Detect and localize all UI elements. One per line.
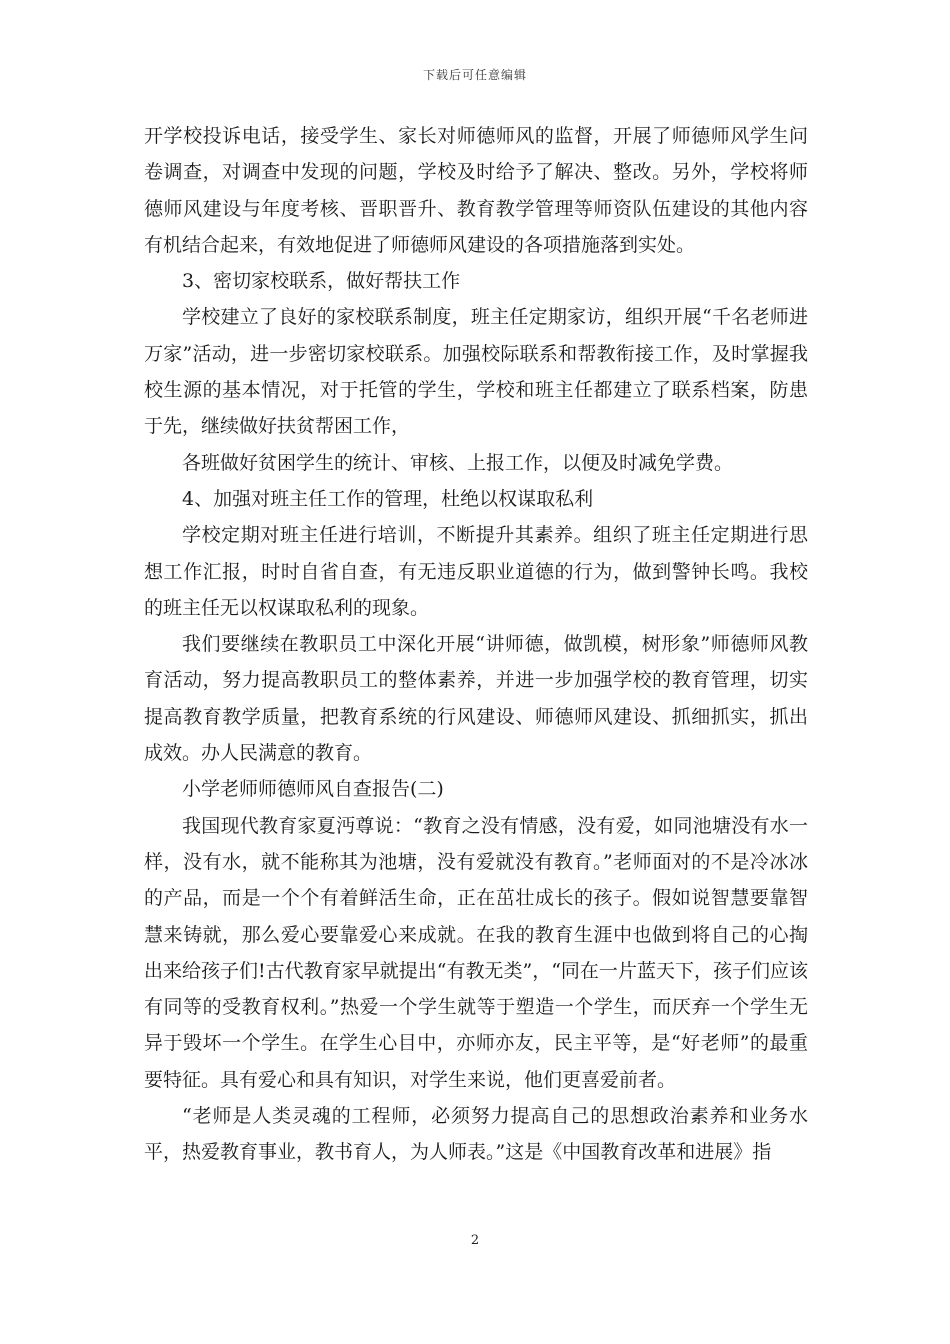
paragraph-5: 我们要继续在教职员工中深化开展“讲师德，做凯模，树形象”师德师风教育活动，努力提高教职员工的整体素养，并进一步加强学校的教育管理，切实提高教育教学质量，把教育系统的行风建设、师德师风建设、抓细抓实，抓出成效。办人民满意的教育。 bbox=[144, 633, 808, 765]
page-number: 2 bbox=[470, 1233, 480, 1248]
paragraph-3: 各班做好贫困学生的统计、审核、上报工作，以便及时减免学费。 bbox=[182, 451, 734, 474]
document-body bbox=[144, 118, 808, 1171]
page-header: 下载后可任意编辑 bbox=[422, 68, 527, 82]
paragraph-1: 开学校投诉电话，接受学生、家长对师德师风的监督，开展了师德师风学生问卷调查，对调查中发现的问题，学校及时给予了解决、整改。另外，学校将师德师风建设与年度考核、晋职晋升、教育教学管理等师资队伍建设的其他内容有机结合起来，有效地促进了师德师风建设的各项措施落到实处。 bbox=[144, 125, 808, 256]
section-heading-4: 4、加强对班主任工作的管理，杜绝以权谋取私利 bbox=[182, 487, 594, 510]
paragraph-2: 学校建立了良好的家校联系制度，班主任定期家访，组织开展“千名老师进万家”活动，进一步密切家校联系。加强校际联系和帮教衔接工作，及时掌握我校生源的基本情况，对于托管的学生，学校和班主任都建立了联系档案，防患于先，继续做好扶贫帮困工作， bbox=[144, 306, 808, 438]
report-title-2: 小学老师师德师风自查报告(二) bbox=[182, 778, 444, 801]
paragraph-4: 学校定期对班主任进行培训，不断提升其素养。组织了班主任定期进行思想工作汇报，时时自省自查，有无违反职业道德的行为，做到警钟长鸣。我校的班主任无以权谋取私利的现象。 bbox=[144, 524, 808, 619]
paragraph-6: 我国现代教育家夏沔尊说：“教育之没有情感，没有爱，如同池塘没有水一样，没有水，就不能称其为池塘，没有爱就没有教育。”老师面对的不是冷冰冰的产品，而是一个个有着鲜活生命，正在茁壮成长的孩子。假如说智慧要靠智慧来铸就，那么爱心要靠爱心来成就。在我的教育生涯中也做到将自己的心掏出来给孩子们!古代教育家早就提出“有教无类”，“同在一片蓝天下，孩子们应该有同等的受教育权利。”热爱一个学生就等于塑造一个学生，而厌弃一个学生无异于毁坏一个学生。在学生心目中，亦师亦友，民主平等，是“好老师”的最重要特征。具有爱心和具有知识，对学生来说，他们更喜爱前者。 bbox=[144, 814, 808, 1091]
paragraph-7: “老师是人类灵魂的工程师，必须努力提高自己的思想政治素养和业务水平，热爱教育事业，教书育人，为人师表。”这是《中国教育改革和进展》指 bbox=[144, 1105, 808, 1164]
section-heading-3: 3、密切家校联系，做好帮扶工作 bbox=[182, 270, 461, 293]
